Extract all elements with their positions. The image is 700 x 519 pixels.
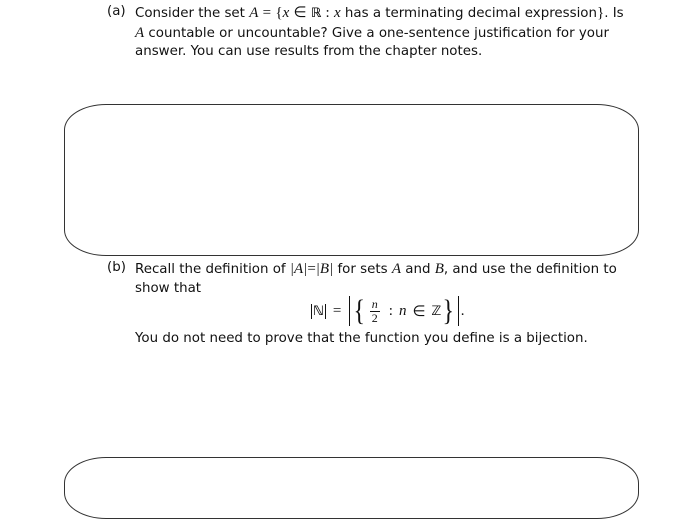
problem-b-note: You do not need to prove that the function you define is a bijection.	[135, 331, 588, 346]
problem-b-label: (b)	[107, 260, 126, 275]
fraction: $\frac{n}{2}$	[371, 296, 378, 325]
naturals-symbol: ℕ	[313, 303, 324, 319]
integers-symbol: ℤ	[431, 303, 442, 319]
answer-box-a[interactable]	[64, 104, 639, 256]
answer-box-b[interactable]	[64, 457, 639, 519]
problem-b-text: Recall the definition of |A|=|B| for sets A and B, and use the definition to show that	[135, 261, 617, 296]
problem-a-label: (a)	[107, 4, 126, 19]
problem-a-text: Consider the set A = {x ∈ ℝ : x has a terminating decimal expression}. Is A countable or uncountable? Give a one-sentence justification for your answer. You can use results from the chapter notes.	[135, 5, 624, 59]
display-equation: ℕ = { $\frac{n}{2}$ : n ∈ ℤ } .	[313, 294, 465, 327]
